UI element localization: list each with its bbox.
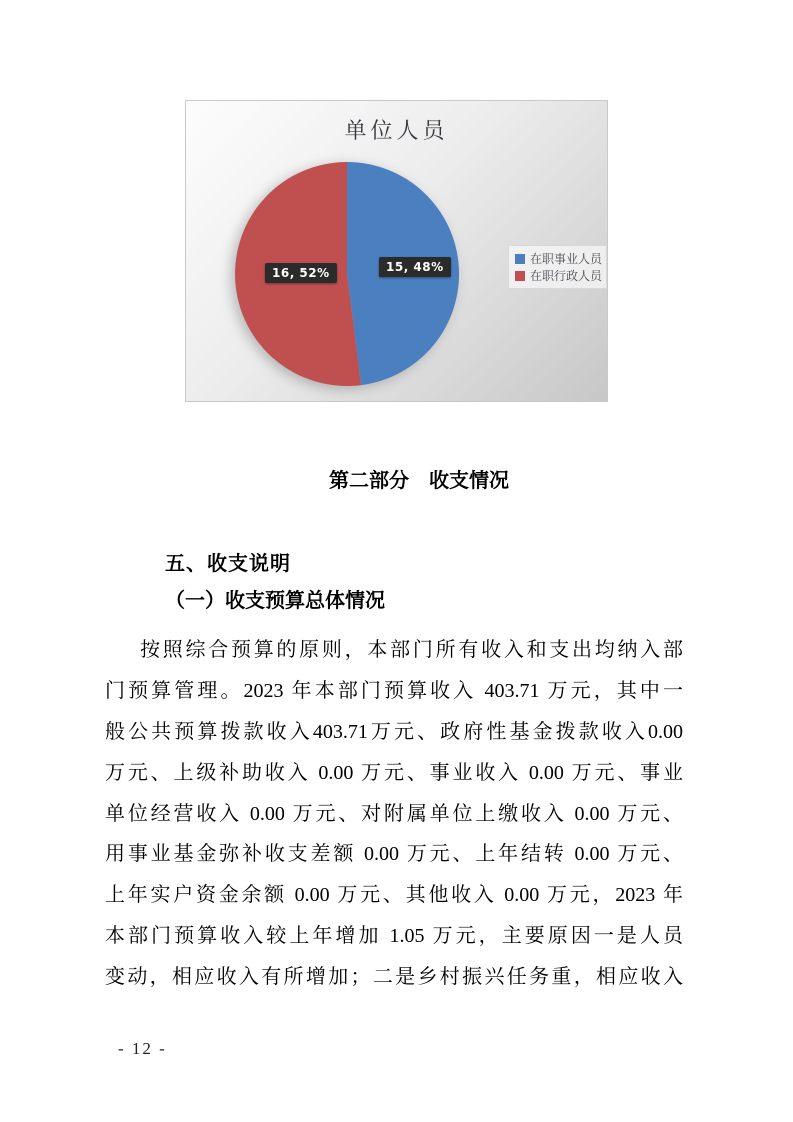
section-heading: 第二部分 收支情况: [329, 470, 509, 492]
personnel-pie-chart: [185, 100, 608, 402]
paragraph-line: 上年实户资金余额 0.00 万元、其他收入 0.00 万元，2023 年: [105, 884, 683, 907]
paragraph-line: 万元、上级补助收入 0.00 万元、事业收入 0.00 万元、事业: [105, 761, 683, 784]
legend-swatch-blue-icon: [515, 254, 525, 264]
paragraph-line: 门预算管理。2023 年本部门预算收入 403.71 万元，其中一: [105, 679, 683, 702]
pie-data-label-red: 16, 52%: [265, 263, 337, 283]
paragraph-line: 单位经营收入 0.00 万元、对附属单位上缴收入 0.00 万元、: [105, 802, 683, 825]
paragraph-line: 用事业基金弥补收支差额 0.00 万元、上年结转 0.00 万元、: [105, 843, 683, 866]
page-number: - 12 -: [118, 1039, 167, 1058]
heading-budget-overview: （一）收支预算总体情况: [165, 590, 385, 612]
paragraph-line: 变动，相应收入有所增加；二是乡村振兴任务重，相应收入: [105, 966, 683, 989]
legend-item-blue: [515, 250, 603, 267]
pie-data-label-blue: 15, 48%: [379, 257, 451, 277]
legend-label-red: 在职行政人员: [530, 269, 603, 283]
budget-paragraph: [105, 630, 683, 998]
paragraph-line: 本部门预算收入较上年增加 1.05 万元，主要原因一是人员: [105, 925, 683, 948]
chart-title: 单位人员: [344, 118, 449, 143]
legend-item-red: [515, 267, 603, 284]
legend-label-blue: 在职事业人员: [530, 252, 603, 266]
legend-swatch-red-icon: [515, 271, 525, 281]
paragraph-line: 般公共预算拨款收入403.71万元、政府性基金拨款收入0.00: [105, 720, 683, 743]
chart-legend: [508, 245, 607, 289]
heading-income-expense-notes: 五、收支说明: [165, 553, 291, 575]
paragraph-line: 按照综合预算的原则，本部门所有收入和支出均纳入部: [140, 639, 683, 661]
